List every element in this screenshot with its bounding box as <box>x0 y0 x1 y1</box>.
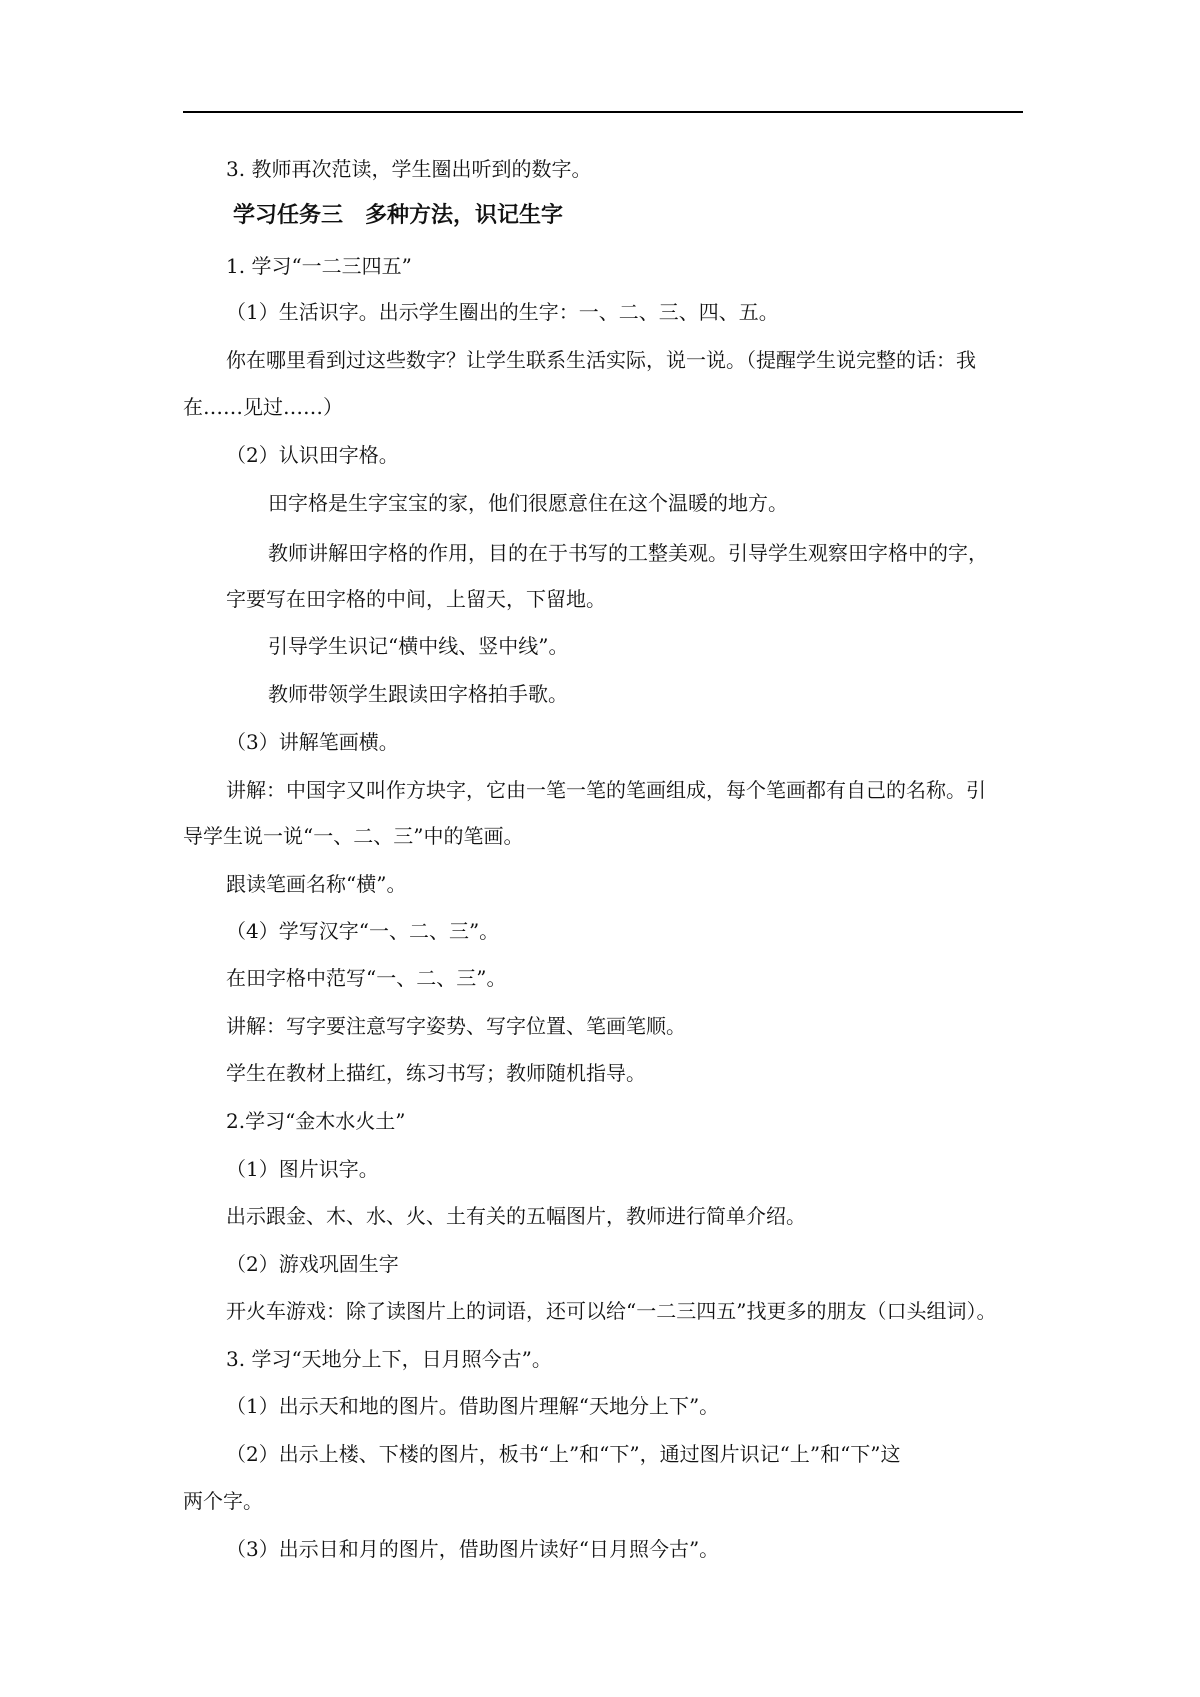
text-line: （3）讲解笔画横。 <box>226 730 399 754</box>
text-line: 教师带领学生跟读田字格拍手歌。 <box>268 682 568 706</box>
text-line: （1）生活识字。出示学生圈出的生字：一、二、三、四、五。 <box>226 300 779 324</box>
text-line: 学生在教材上描红，练习书写；教师随机指导。 <box>226 1061 646 1085</box>
text-line: （2）游戏巩固生字 <box>226 1252 399 1276</box>
text-line: （2）认识田字格。 <box>226 443 399 467</box>
text-line: 你在哪里看到过这些数字？让学生联系生活实际，说一说。（提醒学生说完整的话：我 <box>226 348 976 372</box>
text-line: 开火车游戏：除了读图片上的词语，还可以给“一二三四五”找更多的朋友（口头组词）。 <box>226 1299 997 1323</box>
text-line: （1）图片识字。 <box>226 1157 379 1181</box>
text-line: （2）出示上楼、下楼的图片，板书“上”和“下”，通过图片识记“上”和“下”这 <box>226 1442 901 1466</box>
section-heading: 学习任务三 多种方法，识记生字 <box>233 203 564 228</box>
text-line: 在……见过……） <box>183 395 343 419</box>
text-line: （4）学写汉字“一、二、三”。 <box>226 919 500 943</box>
text-line: 讲解：中国字又叫作方块字，它由一笔一笔的笔画组成，每个笔画都有自己的名称。引 <box>226 778 986 802</box>
text-line: 3. 教师再次范读，学生圈出听到的数字。 <box>226 157 592 181</box>
header-rule <box>183 111 1023 113</box>
text-line: 出示跟金、木、水、火、土有关的五幅图片，教师进行简单介绍。 <box>226 1204 806 1228</box>
subheading: 2.学习“金木水火土” <box>226 1109 406 1133</box>
text-line: 教师讲解田字格的作用，目的在于书写的工整美观。引导学生观察田字格中的字， <box>268 541 988 565</box>
text-line: 跟读笔画名称“横”。 <box>226 872 407 896</box>
subheading: 3. 学习“天地分上下，日月照今古”。 <box>226 1347 552 1371</box>
text-line: （1）出示天和地的图片。借助图片理解“天地分上下”。 <box>226 1394 720 1418</box>
text-line: （3）出示日和月的图片，借助图片读好“日月照今古”。 <box>226 1537 720 1561</box>
text-line: 讲解：写字要注意写字姿势、写字位置、笔画笔顺。 <box>226 1014 686 1038</box>
text-line: 两个字。 <box>183 1489 263 1513</box>
text-line: 引导学生识记“横中线、竖中线”。 <box>268 634 569 658</box>
text-line: 田字格是生字宝宝的家，他们很愿意住在这个温暖的地方。 <box>268 491 788 515</box>
text-line: 字要写在田字格的中间，上留天，下留地。 <box>226 587 606 611</box>
text-line: 导学生说一说“一、二、三”中的笔画。 <box>183 824 524 848</box>
subheading: 1. 学习“一二三四五” <box>226 254 412 278</box>
text-line: 在田字格中范写“一、二、三”。 <box>226 966 507 990</box>
